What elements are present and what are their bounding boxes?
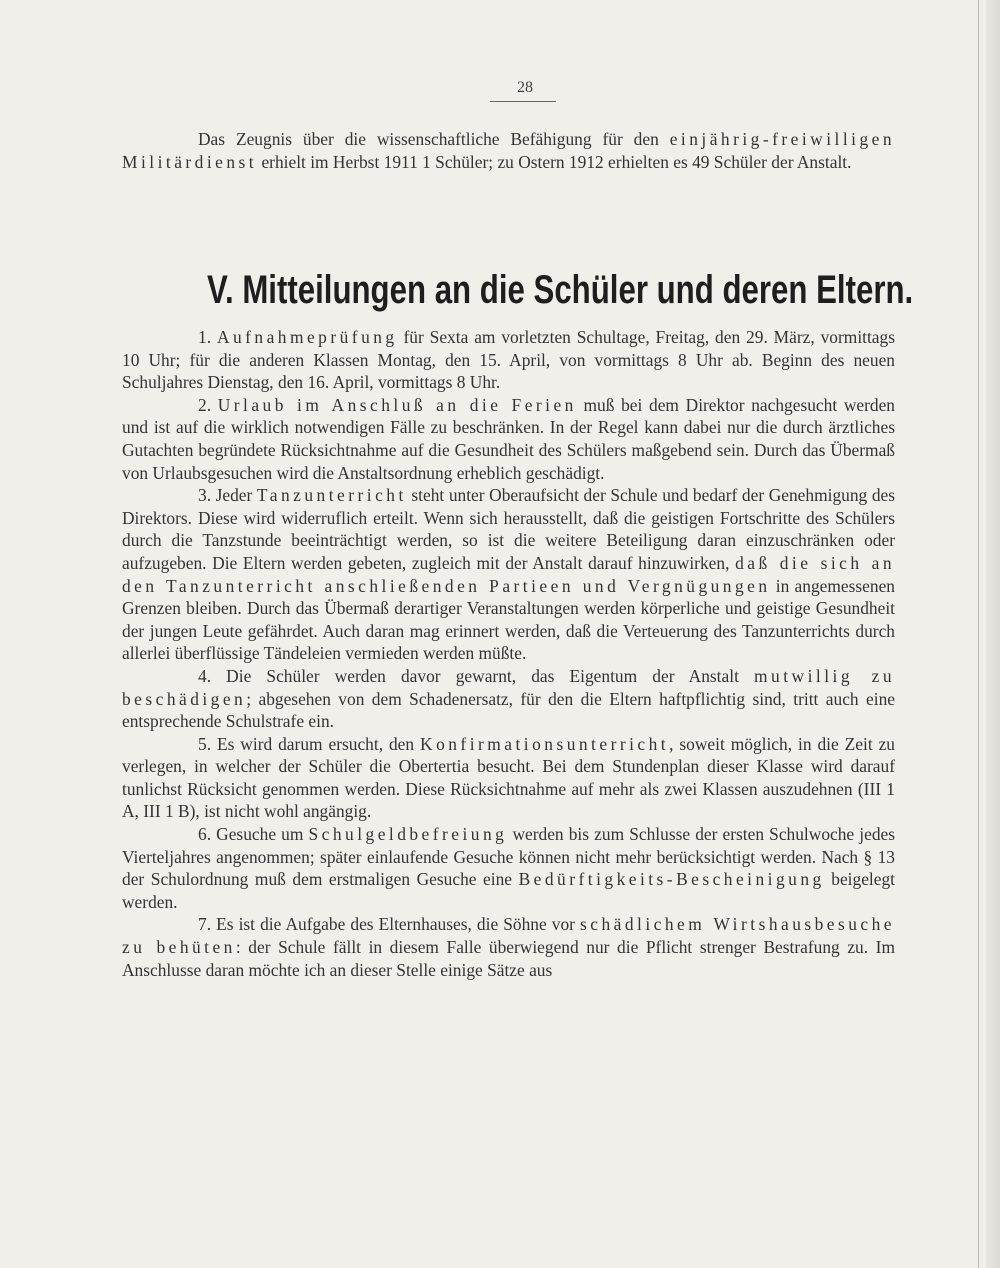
spaced-emphasis: Konfirmationsunterricht [420,733,670,754]
spaced-emphasis: Tanzunterricht [256,485,407,506]
spaced-emphasis: Aufnahmeprüfung [216,327,398,347]
paragraph-7: 7. Es ist die Aufgabe des Elternhauses, die Söhne vor schädlichem Wirtshausbesuche zu behüten: der Schule fällt in diesem Falle überwiegend nur die Pflicht strenger Bestrafung zu. Im Anschlusse daran möchte ich an dieser Stelle einige Sätze aus [122,914,895,980]
paragraph-2: 2. Urlaub im Anschluß an die Ferien muß bei dem Direktor nachgesucht werden und ist auf die wirklich notwendigen Fälle zu beschränken. In der Regel kann dabei nur die durch ärztliches Gutachten begründete Rücksichtnahme auf die Gesundheit des Schülers maßgebend sein. Durch das Übermaß von Urlaubsgesuchen wird die Anstaltsordnung erheblich geschädigt. [122,394,896,483]
paragraph-4: 4. Die Schüler werden davor gewarnt, das Eigentum der Anstalt mutwillig zu beschädigen; abgesehen von dem Schadenersatz, für den die Eltern haftpflichtig sind, tritt auch eine entsprechende Schulstrafe ein. [122,665,895,732]
scan-edge [986,0,1000,1268]
spaced-emphasis: daß die sich an den Tanzunterricht anschließenden Partieen und Vergnügungen [122,552,896,596]
section-heading: V. Mitteilungen an die Schüler und deren Eltern. [207,268,914,312]
paragraph-1: 1. Aufnahmeprüfung für Sexta am vorletzten Schultage, Freitag, den 29. März, vormittags 10 Uhr; für die anderen Klassen Montag, den 15. April, von vormittags 8 Uhr ab. Beginn des neuen Schuljahres Dienstag, den 16. April, vormittags 8 Uhr. [122,327,895,393]
spaced-emphasis: Schulgeldbefreiung [308,824,508,845]
paragraph-6: 6. Gesuche um Schulgeldbefreiung werden bis zum Schlusse der ersten Schulwoche jedes Vierteljahres angenommen; später einlaufende Gesuche können nicht mehr berücksichtigt werden. Nach § 13 der Schulordnung muß dem erstmaligen Gesuche eine Bedürftigkeits-Bescheinigung beigelegt werden. [122,824,895,912]
body-section [122,326,895,981]
spaced-emphasis: einjährig-freiwilligen Militärdienst [122,129,895,172]
intro-paragraph: Das Zeugnis über die wissenschaftliche Befähigung für den einjährig-freiwilligen Militärdienst erhielt im Herbst 1911 1 Schüler; zu Ostern 1912 erhielten es 49 Schüler der Anstalt. [122,129,895,172]
page-number: 28 [517,79,533,96]
spaced-emphasis: mutwillig zu beschädigen [122,665,895,709]
intro-section [122,128,895,173]
paragraph-5: 5. Es wird darum ersucht, den Konfirmationsunterricht, soweit möglich, in die Zeit zu verlegen, in welcher der Schüler die Obertertia besucht. Bei dem Stundenplan dieser Klasse wird darauf tunlichst Rücksicht genommen werden. Diese Rücksichtnahme auf mehr als zwei Klassen auszudehnen (III 1 A, III 1 B), ist nicht wohl angängig. [122,733,895,822]
scan-fold-line [978,0,979,1268]
page-number-rule [490,101,556,102]
paragraph-3: 3. Jeder Tanzunterricht steht unter Oberaufsicht der Schule und bedarf der Genehmigung des Direktors. Diese wird widerruflich erteilt. Wenn sich herausstellt, daß die geistigen Fortschritte des Schülers durch die Tanzstunde beeinträchtigt werden, so ist die weitere Beteiligung daran einzuschränken oder aufzugeben. Die Eltern werden gebeten, zugleich mit der Anstalt darauf hinzuwirken, daß die sich an den Tanzunterricht anschließenden Partieen und Vergnügungen in angemessenen Grenzen bleiben. Durch das Übermaß derartiger Veranstaltungen werden körperliche und geistige Gesundheit der jungen Leute gefährdet. Auch daran mag erinnert werden, daß die Verteuerung des Tanzunterrichts durch allerlei überflüssige Tändeleien vermieden werden müßte. [122,485,896,664]
spaced-emphasis: schädlichem Wirtshausbesuche zu behüten [122,914,895,958]
spaced-emphasis: Urlaub im Anschluß an die Ferien [217,394,577,415]
spaced-emphasis: Bedürftigkeits-Bescheinigung [518,869,825,890]
